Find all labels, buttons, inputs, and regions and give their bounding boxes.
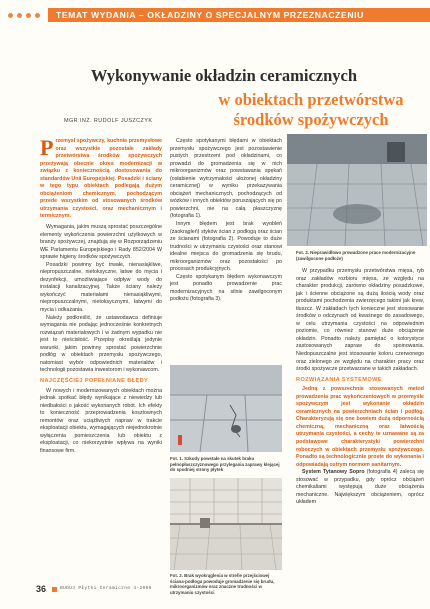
paragraph: Należy podkreślić, że ustawodawca definiuje wymagania nie podając jednocześnie konkretnych rozwiązań materiałowych i w żadnym wypadku nie jest to nieścisłość. Przepisy określają jedynie warunki, jakim powinny sprostać powierzchnie podłóg w obiektach przemysłu spożywczego, natomiast wybór odpowiednich materiałów i technologii pozostawia inwestorom i wykonawcom. xyxy=(40,314,162,374)
article-title-line3-text: środków spożywczych xyxy=(233,110,389,129)
photo-3 xyxy=(287,134,427,246)
footer-text: BUDUJ Płytki Ceramiczne 4-2006 xyxy=(60,586,152,591)
article-title-line1: Wykonywanie okładzin ceramicznych xyxy=(90,66,358,85)
banner-text: TEMAT WYDANIA – OKŁADZINY O SPECJALNYM PRZEZNACZENIU xyxy=(48,8,430,22)
paragraph-text: (fotografia 4) zalecą się stosować w przypadku, gdy oprócz obciążeń chemikaliami występują duże obciążenia mechaniczne. Największym obciążeniem, oprócz układem xyxy=(296,469,425,506)
lead-text: rzemysł spożywczy, kuchnie przemysłowe oraz wszystkie pozostałe zakłady przetwórstwa środków spożywczych przeżywają obecnie okres modernizacji w związku z koniecznością dostosowania do standardów Unii Europejskiej. Posadzki i ściany w tego typu obiektach podlegają dużym obciążeniom chemicznym, pochodzącym przede wszystkim od stosowanych środków utrzymania czystości, oraz mechanicznym i termicznym. xyxy=(40,138,162,220)
column-3 xyxy=(296,268,424,586)
paragraph: Innym błędem jest brak wyobleń (zaokrągleń) styków ścian z podłogą oraz ścian ze ścianami (fotografia 2). Powoduje to duże trudności w utrzymaniu czystości oraz stanowi idealne miejsca do gromadzenia się brudu, mikroorganizmów oraz pozostałości po procesach produkcyjnych. xyxy=(170,221,282,273)
page-number: 36 xyxy=(36,584,47,594)
system-name: System Tytanowy Sopro xyxy=(302,469,365,476)
article-title-line2-text: w obiektach przetwórstwa xyxy=(218,90,404,109)
highlight-paragraph: Jedną z powszechnie stosowanych metod prowadzenia prac wykończeniowych w przemyśle spożywczym jest wykonanie okładzin ceramicznych na powierzchniach ścian i podłóg. Charakteryzują się one bowiem dużą odpornością chemiczną, mechaniczną oraz łatwością utrzymania czystości, a cechy te uznawane są za podstawowe charakterystyki powierzchni roboczych w obiektach przemysłu spożywczego. Ponadto są technologicznie proste do wykonania i odpowiadają ostrym normom sanitarnym. xyxy=(296,386,424,468)
article-title-line2 xyxy=(196,90,426,130)
paragraph: Często spotykanym błędem wykonawczym jest ponadto prowadzenie prac modernizacyjnych na silnie zawilgoconym podłożu (fotografia 3). xyxy=(170,273,282,303)
photo-3-caption: Fot. 3. Nieprawidłowo prowadzone prace modernizacyjne (zawilgocone podłoże) xyxy=(296,250,416,261)
section-heading-errors: NAJCZĘŚCIEJ POPEŁNIANE BŁĘDY xyxy=(40,377,149,384)
photo-2 xyxy=(170,478,282,570)
paragraph: Posadzki powinny być trwałe, nienasiąkliwe, niepropuszczalne, nietoksyczne, łatwe do mycia i dezynfekcji, umożliwiające odpływ wody do instalacji kanalizacyjnej. Także ściany należy wykończyć materiałami nienasiąkliwymi, niepropuszczalnymi, nietoksycznymi, łatwymi do mycia i odkażania. xyxy=(40,261,162,314)
section-banner xyxy=(0,8,430,22)
paragraph: Często spotykanymi błędami w obiektach przemysłu spożywczego jest pozostawienie pustych przestrzeni pod okładzinami, co prowadzi do gromadzenia się w nich mikroorganizmów oraz powstawania spękań (osłabienie wytrzymałości ułożonej okładziny ceramicznej) w wyniku przekazywania obciążeń mechanicznych, pochodzących od wózków i innych obiektów poruszających się po powierzchni, nie na całą płaszczyznę (fotografia 1). xyxy=(170,138,282,220)
paragraph: Wymagania, jakim muszą sprostać poszczególne elementy wykończenia powierzchni użytkowych w branży spożywczej, znajdują się w Rozporządzeniu WE Parlamentu Europejskiego i Rady 852/2004 W sprawie higieny środków spożywczych. xyxy=(40,224,162,261)
photo-1-caption: Fot. 1. Szkody powstałe na skutek braku pełnopłaszczyznowego przylegania zaprawy klejącej do spodniej strony płytek xyxy=(170,456,280,473)
column-2 xyxy=(170,138,282,364)
column-1 xyxy=(40,135,162,578)
paragraph: W nowych i modernizowanych obiektach można jednak spotkać błędy wynikające z niewiedzy lub niedbałości o jakość wykonanych robót. Ich efekty to konieczność przeprowadzenia kosztownych remontów oraz uciążliwych napraw w trakcie eksploatacji obiektu, wymagających niejednokrotnie wyłączenia pomieszczenia lub obiektu z eksploatacji, co niekorzystnie wpływa na wyniki finansowe firm. xyxy=(40,387,162,454)
drop-cap: P xyxy=(40,135,54,160)
paragraph: W przypadku przemysłu przetwórstwa mięsa, ryb oraz zakładów rozbioru mięsa, ze względu na charakter produkcji, zarówno okładziny posadzkowe, jak i ścienne obciążone są dużą ilością wody oraz produktami pochodzenia zwierzęcego takimi jak krew, tłuszcz. W zakładach tych konieczne jest stosowanie środków o odczynach od kwaśnego do zasadowego, w celu utrzymania czystości na odpowiednim poziomie, co również stanowi duże obciążenie okładzin. Ponadto należy pamiętać o kolorystyce zastosowanych zapraw do spoinowania. Niedopuszczalne jest stosowanie koloru czerwonego oraz zielonego ze względu na charakter pracy oraz środki spożywcze przetwarzane w takich zakładach. xyxy=(296,268,424,373)
photo-1 xyxy=(170,365,282,452)
section-heading-systems: ROZWIĄZANIA SYSTEMOWE xyxy=(296,376,382,383)
footer-marker xyxy=(52,587,57,592)
banner-dots xyxy=(0,8,48,22)
paragraph xyxy=(296,469,424,507)
author-byline: MGR INŻ. RUDOLF JUSZCZYK xyxy=(64,118,153,124)
photo-2-caption: Fot. 2. Brak wyokrąglenia w strefie przejściowej ściana-podłoga powoduje gromadzenie się brudu, mikroorganizmów oraz znaczne trudności w utrzymaniu czystości xyxy=(170,573,275,595)
lead-paragraph xyxy=(40,135,162,221)
